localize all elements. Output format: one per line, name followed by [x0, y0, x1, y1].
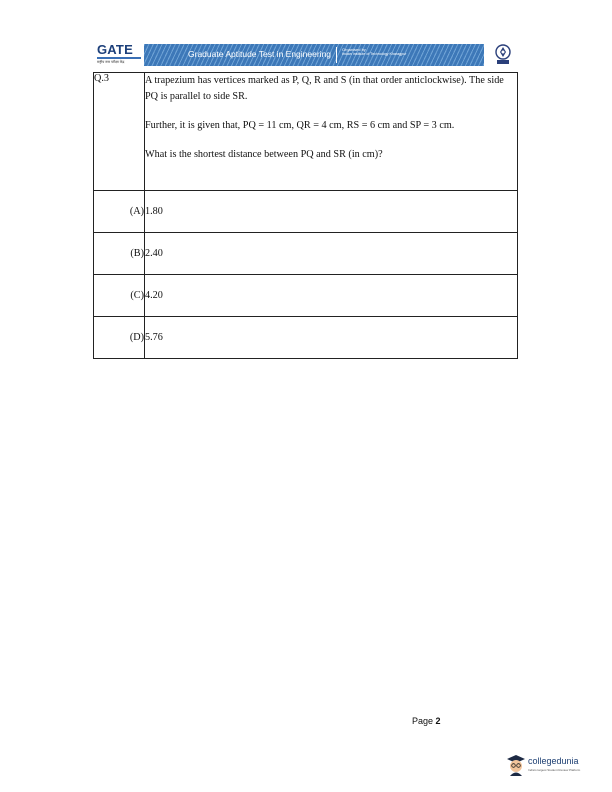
gate-logo-subtitle: राष्ट्रीय स्तर परीक्षा केंद्र — [97, 60, 125, 64]
option-value: 1.80 — [145, 191, 518, 233]
brand-tagline: India's largest Student Review Platform — [528, 768, 581, 772]
question-table — [93, 72, 518, 359]
exam-header — [94, 42, 518, 70]
option-label: (A) — [94, 191, 145, 233]
header-title: Graduate Aptitude Test in Engineering — [188, 49, 332, 59]
option-row-a — [94, 191, 518, 233]
page-prefix: Page — [412, 716, 434, 726]
option-label: (B) — [94, 233, 145, 275]
organised-by-label: Organised by — [342, 47, 366, 52]
option-label: (C) — [94, 275, 145, 317]
option-value: 2.40 — [145, 233, 518, 275]
option-row-b — [94, 233, 518, 275]
option-value: 4.20 — [145, 275, 518, 317]
mascot-icon — [506, 754, 526, 776]
option-label: (D) — [94, 317, 145, 359]
question-number: Q.3 — [94, 73, 145, 191]
option-row-d — [94, 317, 518, 359]
option-value: 5.76 — [145, 317, 518, 359]
gate-logo-text: GATE — [97, 42, 133, 57]
iit-emblem-icon — [494, 44, 512, 66]
question-paragraph: Further, it is given that, PQ = 11 cm, QR = 4 cm, RS = 6 cm and SP = 3 cm. — [145, 120, 455, 131]
page-number-value: 2 — [435, 716, 441, 726]
question-paragraph: What is the shortest distance between PQ and SR (in cm)? — [145, 149, 383, 160]
header-banner — [144, 44, 484, 66]
brand-name: collegedunia — [528, 756, 579, 766]
gate-logo-stripe — [97, 57, 141, 59]
option-row-c — [94, 275, 518, 317]
gate-logo — [97, 42, 143, 68]
question-row — [94, 73, 518, 191]
collegedunia-logo — [506, 754, 596, 778]
page-number — [412, 716, 441, 726]
institute-name: Indian Institute of Technology Kharagpur — [342, 52, 407, 56]
organiser-block — [342, 47, 406, 57]
banner-divider — [336, 47, 337, 63]
question-text — [145, 73, 518, 191]
question-paragraph: A trapezium has vertices marked as P, Q, R and S (in that order anticlockwise). The side PQ is parallel to side SR. — [145, 75, 504, 102]
